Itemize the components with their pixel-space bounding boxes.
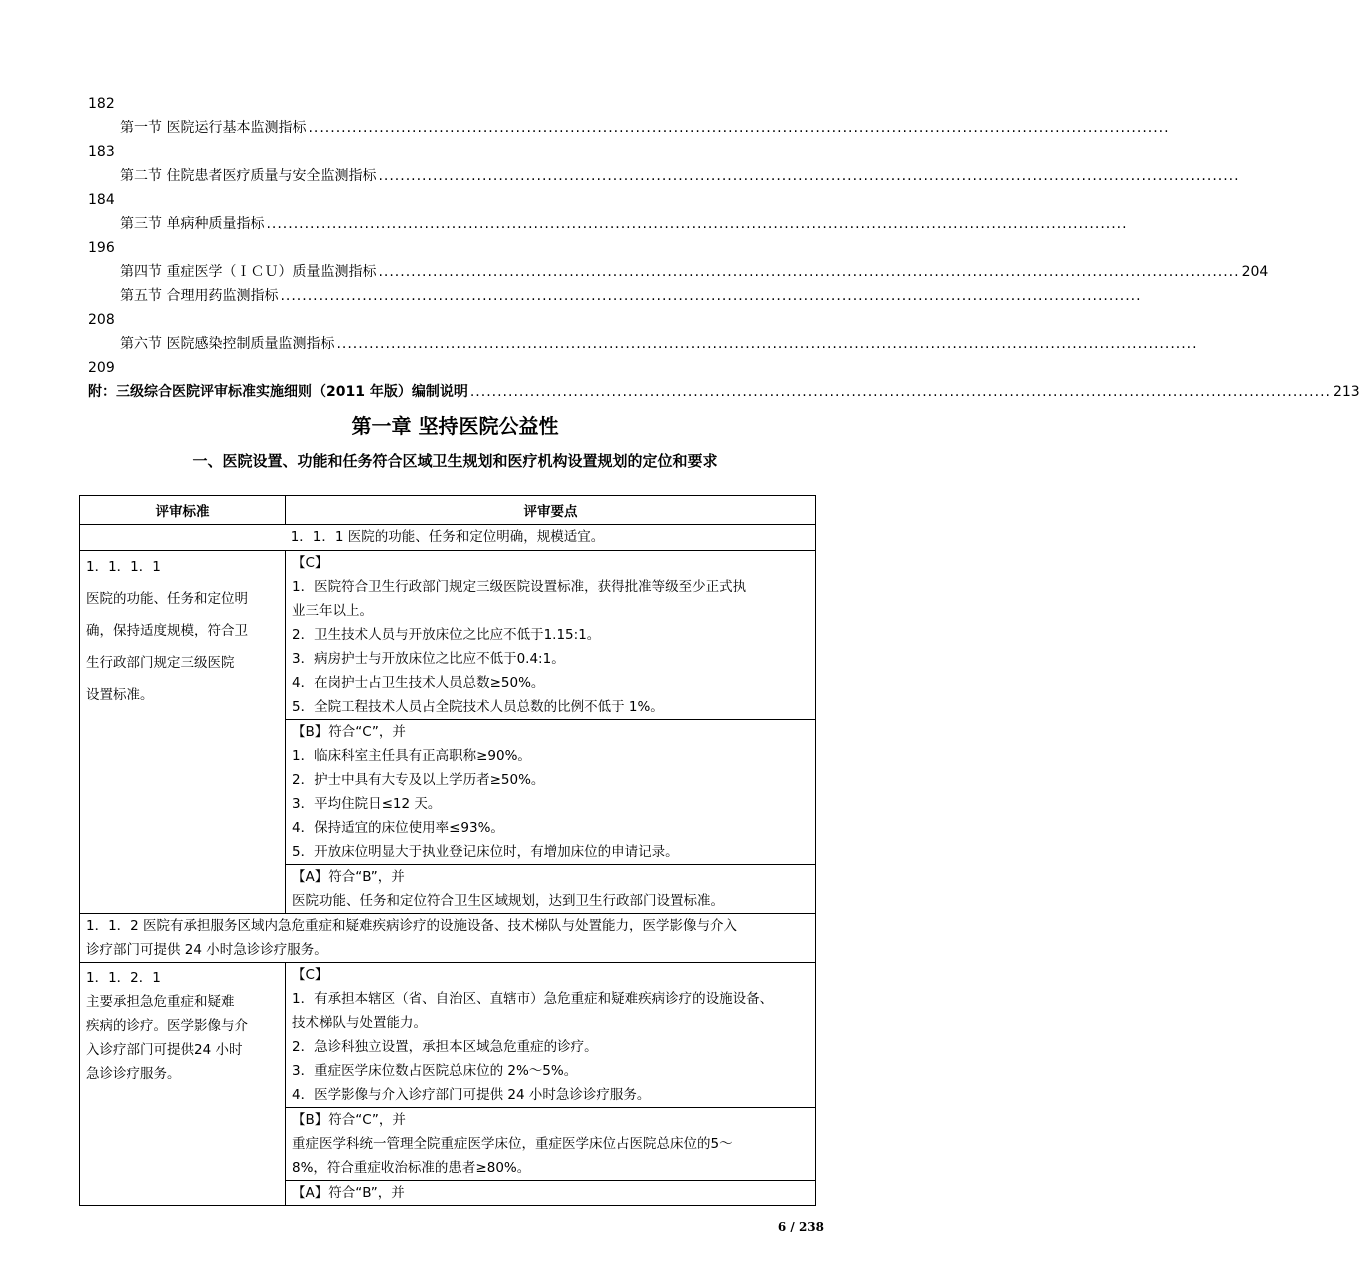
- grade-line: 2．急诊科独立设置，承担本区域急危重症的诊疗。: [292, 1039, 598, 1055]
- grade-line: 3．平均住院日≤12 天。: [292, 796, 442, 812]
- standard-text-line: 主要承担急危重症和疑难: [86, 994, 235, 1010]
- grade-line: 医院功能、任务和定位符合卫生区域规划，达到卫生行政部门设置标准。: [292, 893, 724, 909]
- chapter-title: 第一章 坚持医院公益性: [351, 414, 559, 438]
- standard-code: 1．1．1．1: [86, 559, 161, 575]
- toc-page-number: 196: [88, 240, 115, 256]
- table-row: [80, 914, 816, 963]
- toc-page-number: 184: [88, 192, 115, 208]
- toc-entry-section-5[interactable]: [88, 284, 1142, 308]
- toc-entry-section-2[interactable]: [88, 164, 1240, 188]
- grade-line: 5．全院工程技术人员占全院技术人员总数的比例不低于 1%。: [292, 699, 664, 715]
- grade-line: 8%，符合重症收治标准的患者≥80%。: [292, 1160, 531, 1176]
- table-header-row: [80, 496, 816, 525]
- toc-leader: ..............................................................................................................................................................: [308, 120, 1170, 136]
- toc-leader: ..............................................................................................................................................................: [336, 336, 1198, 352]
- page-number: 6 / 238: [777, 1220, 824, 1234]
- grade-line: 4．保持适宜的床位使用率≤93%。: [292, 820, 504, 836]
- review-standards-table: [79, 495, 816, 1206]
- grade-line: 重症医学科统一管理全院重症医学床位，重症医学床位占医院总床位的5～: [292, 1136, 733, 1152]
- toc-entry-appendix[interactable]: [88, 380, 1360, 404]
- standard-text-line: 生行政部门规定三级医院: [86, 655, 235, 671]
- grade-line: 2．护士中具有大专及以上学历者≥50%。: [292, 772, 545, 788]
- standard-text-line: 医院的功能、任务和定位明: [86, 591, 248, 607]
- grade-line: 技术梯队与处置能力。: [292, 1015, 427, 1031]
- grade-c-block: [286, 551, 816, 720]
- grade-line: 2．卫生技术人员与开放床位之比应不低于1.15:1。: [292, 627, 601, 643]
- grade-line: 【C】: [292, 967, 329, 983]
- grade-line: 3．重症医学床位数占医院总床位的 2%～5%。: [292, 1063, 578, 1079]
- toc-entry-label: 附：三级综合医院评审标准实施细则（2011 年版）编制说明: [88, 384, 468, 400]
- toc-leader: ..............................................................................................................................................................: [469, 384, 1331, 400]
- grade-c-block: [286, 963, 816, 1108]
- grade-line: 【B】符合“C”，并: [292, 1112, 406, 1128]
- clause-1-1-1: 1．1．1 医院的功能、任务和定位明确，规模适宜。: [80, 525, 816, 551]
- toc-entry-section-3[interactable]: [88, 212, 1128, 236]
- standard-1-1-1-1: [80, 551, 286, 914]
- toc-leader: ..............................................................................................................................................................: [280, 288, 1142, 304]
- standard-text-line: 急诊诊疗服务。: [86, 1066, 181, 1082]
- grade-line: 【C】: [292, 555, 329, 571]
- toc-entry-label: 第四节 重症医学（ＩＣＵ）质量监测指标: [120, 264, 377, 280]
- table-row: [80, 963, 816, 1108]
- standard-text-line: 入诊疗部门可提供24 小时: [86, 1042, 243, 1058]
- grade-line: 4．在岗护士占卫生技术人员总数≥50%。: [292, 675, 545, 691]
- header-key-points: 评审要点: [286, 496, 816, 525]
- toc-entry-section-4[interactable]: [88, 260, 1269, 284]
- clause-1-1-2: [80, 914, 816, 963]
- grade-b-block: [286, 1108, 816, 1181]
- grade-line: 5．开放床位明显大于执业登记床位时，有增加床位的申请记录。: [292, 844, 679, 860]
- toc-entry-label: 第二节 住院患者医疗质量与安全监测指标: [120, 168, 377, 184]
- table-row: [80, 551, 816, 720]
- standard-text-line: 确，保持适度规模，符合卫: [86, 623, 248, 639]
- clause-line: 1．1．2 医院有承担服务区域内急危重症和疑难疾病诊疗的设施设备、技术梯队与处置能力，医学影像与介入: [86, 918, 738, 934]
- toc-leader: ..............................................................................................................................................................: [378, 264, 1240, 280]
- standard-text-line: 疾病的诊疗。医学影像与介: [86, 1018, 248, 1034]
- toc-entry-page: 204: [1241, 264, 1269, 280]
- grade-line: 4．医学影像与介入诊疗部门可提供 24 小时急诊诊疗服务。: [292, 1087, 651, 1103]
- grade-line: 1．临床科室主任具有正高职称≥90%。: [292, 748, 531, 764]
- grade-a-block: [286, 1181, 816, 1206]
- clause-line: 诊疗部门可提供 24 小时急诊诊疗服务。: [86, 942, 328, 958]
- toc-entry-section-1[interactable]: [88, 116, 1170, 140]
- toc-entry-label: 第五节 合理用药监测指标: [120, 288, 279, 304]
- table-of-contents: [88, 92, 1360, 404]
- table-row: [80, 525, 816, 551]
- grade-line: 业三年以上。: [292, 603, 373, 619]
- grade-line: 【A】符合“B”，并: [292, 1185, 405, 1201]
- toc-leader: ..............................................................................................................................................................: [266, 216, 1128, 232]
- grade-b-block: [286, 720, 816, 865]
- grade-line: 1．有承担本辖区（省、自治区、直辖市）急危重症和疑难疾病诊疗的设施设备、: [292, 991, 774, 1007]
- toc-leader: ..............................................................................................................................................................: [378, 168, 1240, 184]
- toc-entry-page: 213: [1332, 384, 1360, 400]
- toc-entry-label: 第一节 医院运行基本监测指标: [120, 120, 307, 136]
- grade-line: 1．医院符合卫生行政部门规定三级医院设置标准，获得批准等级至少正式执: [292, 579, 747, 595]
- toc-entry-label: 第六节 医院感染控制质量监测指标: [120, 336, 335, 352]
- toc-page-number: 209: [88, 360, 115, 376]
- toc-page-number: 182: [88, 96, 115, 112]
- grade-line: 【B】符合“C”，并: [292, 724, 406, 740]
- header-standard: 评审标准: [80, 496, 286, 525]
- standard-code: 1．1．2．1: [86, 970, 161, 986]
- grade-a-block: [286, 865, 816, 914]
- grade-line: 【A】符合“B”，并: [292, 869, 405, 885]
- toc-page-number: 208: [88, 312, 115, 328]
- section-title: 一、医院设置、功能和任务符合区域卫生规划和医疗机构设置规划的定位和要求: [192, 452, 718, 470]
- grade-line: 3．病房护士与开放床位之比应不低于0.4:1。: [292, 651, 565, 667]
- toc-entry-section-6[interactable]: [88, 332, 1198, 356]
- toc-page-number: 183: [88, 144, 115, 160]
- standard-text-line: 设置标准。: [86, 687, 154, 703]
- standard-1-1-2-1: [80, 963, 286, 1206]
- toc-entry-label: 第三节 单病种质量指标: [120, 216, 265, 232]
